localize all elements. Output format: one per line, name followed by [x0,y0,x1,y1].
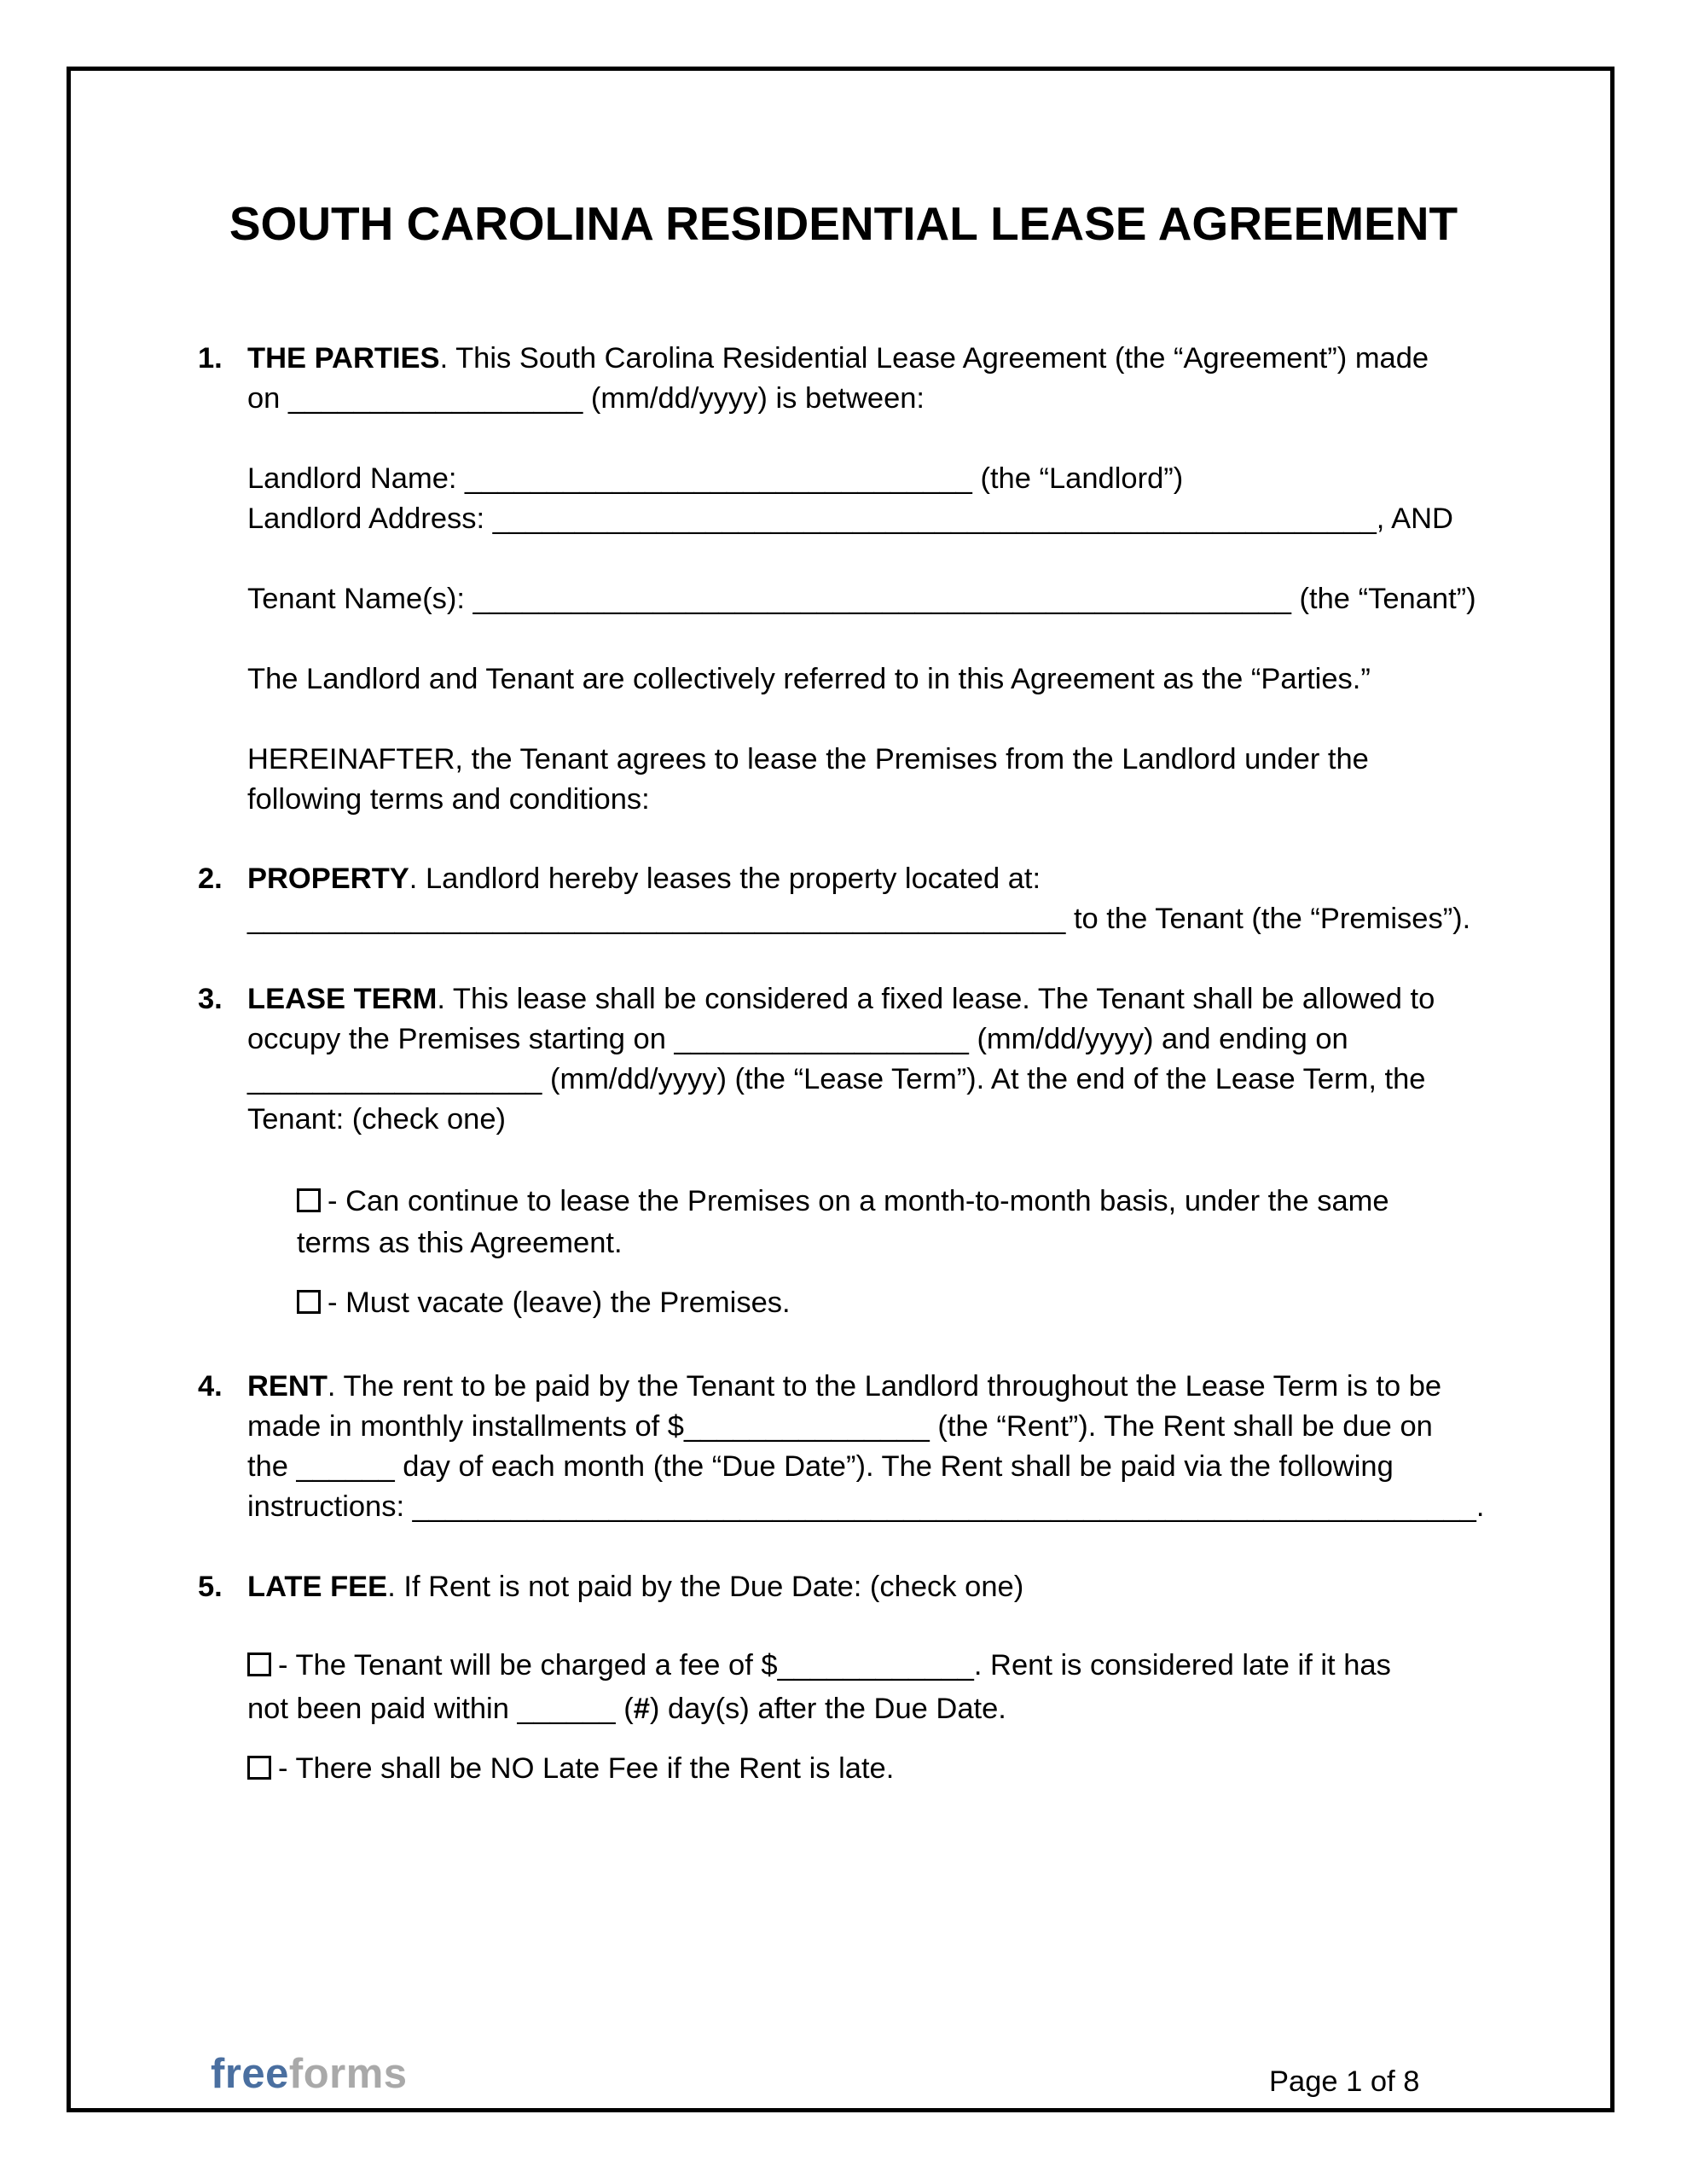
section-4-heading: RENT [247,1370,328,1403]
logo-free: free [211,2051,289,2097]
late-fee-days-hash: # [633,1693,650,1725]
checkbox-late-fee[interactable] [247,1653,271,1676]
option-2-text: - Must vacate (leave) the Premises. [328,1287,791,1319]
checkbox-month-to-month[interactable] [297,1188,321,1212]
hereinafter-line-2: following terms and conditions: [247,783,650,816]
section-5-heading: LATE FEE [247,1571,388,1603]
section-2-line-1 [247,858,1041,899]
section-1-line-1 [247,338,1429,379]
section-4-number: 4. [198,1370,223,1403]
logo-forms: forms [288,2051,408,2097]
section-2-heading: PROPERTY [247,863,409,895]
document-title: SOUTH CAROLINA RESIDENTIAL LEASE AGREEMENT [229,197,1458,250]
late-fee-option-none [247,1748,894,1789]
section-3-number: 3. [198,983,223,1015]
landlord-address-field[interactable]: Landlord Address: ______________________________________________________, AND [247,502,1453,535]
section-2-text: . Landlord hereby leases the property located at: [409,863,1041,895]
section-2-number: 2. [198,863,223,895]
section-5-number: 5. [198,1571,223,1603]
rent-instructions-field[interactable]: instructions: _________________________________________________________________. [247,1490,1485,1523]
hereinafter-line-1: HEREINAFTER, the Tenant agrees to lease the Premises from the Landlord under the [247,743,1369,775]
late-fee-option-charged [247,1645,1391,1686]
lease-option-month-to-month-cont: terms as this Agreement. [297,1227,623,1259]
section-3-line-1 [247,979,1435,1019]
checkbox-vacate[interactable] [297,1290,321,1314]
option-1-text: - Can continue to lease the Premises on a month-to-month basis, under the same [328,1185,1389,1217]
section-3-heading: LEASE TERM [247,983,438,1015]
page-number: Page 1 of 8 [1269,2065,1420,2098]
checkbox-no-late-fee[interactable] [247,1756,271,1780]
parties-text: The Landlord and Tenant are collectively referred to in this Agreement as the “Parties.” [247,663,1371,695]
rent-due-day-field[interactable]: the ______ day of each month (the “Due Date”). The Rent shall be paid via the following [247,1450,1394,1483]
section-1-text: . This South Carolina Residential Lease Agreement (the “Agreement”) made [439,342,1429,375]
section-4-text: . The rent to be paid by the Tenant to the Landlord throughout the Lease Term is to be [327,1370,1442,1403]
section-1-heading: THE PARTIES [247,342,440,375]
late-fee-option-1-text: - The Tenant will be charged a fee of $____________. Rent is considered late if it has [278,1649,1391,1682]
lease-start-field[interactable]: occupy the Premises starting on __________________ (mm/dd/yyyy) and ending on [247,1023,1348,1055]
lease-end-field[interactable]: __________________ (mm/dd/yyyy) (the “Lease Term”). At the end of the Lease Term, the [247,1063,1426,1095]
late-fee-days-pre: not been paid within ______ ( [247,1693,634,1725]
section-1-line-2: on __________________ (mm/dd/yyyy) is between: [247,382,925,415]
section-5-line-1 [247,1566,1023,1607]
section-1-number: 1. [198,342,223,375]
section-5-text: . If Rent is not paid by the Due Date: (check one) [387,1571,1024,1603]
rent-amount-field[interactable]: made in monthly installments of $_______________ (the “Rent”). The Rent shall be due on [247,1410,1433,1443]
property-address-field[interactable]: __________________________________________________ to the Tenant (the “Premises”). [247,903,1471,935]
landlord-name-field[interactable]: Landlord Name: _______________________________ (the “Landlord”) [247,462,1184,495]
lease-option-month-to-month [297,1181,1389,1222]
lease-option-vacate [297,1282,791,1323]
section-3-text: . This lease shall be considered a fixed lease. The Tenant shall be allowed to [437,983,1435,1015]
late-fee-days-post: ) day(s) after the Due Date. [649,1693,1006,1725]
section-4-line-1 [247,1366,1441,1407]
tenant-name-field[interactable]: Tenant Name(s): __________________________________________________ (the “Tenant”) [247,583,1476,615]
late-fee-option-2-text: - There shall be NO Late Fee if the Rent is late. [278,1752,895,1785]
section-3-line-4: Tenant: (check one) [247,1103,507,1136]
late-fee-option-charged-cont [247,1688,1006,1729]
freeforms-logo [211,2050,408,2098]
